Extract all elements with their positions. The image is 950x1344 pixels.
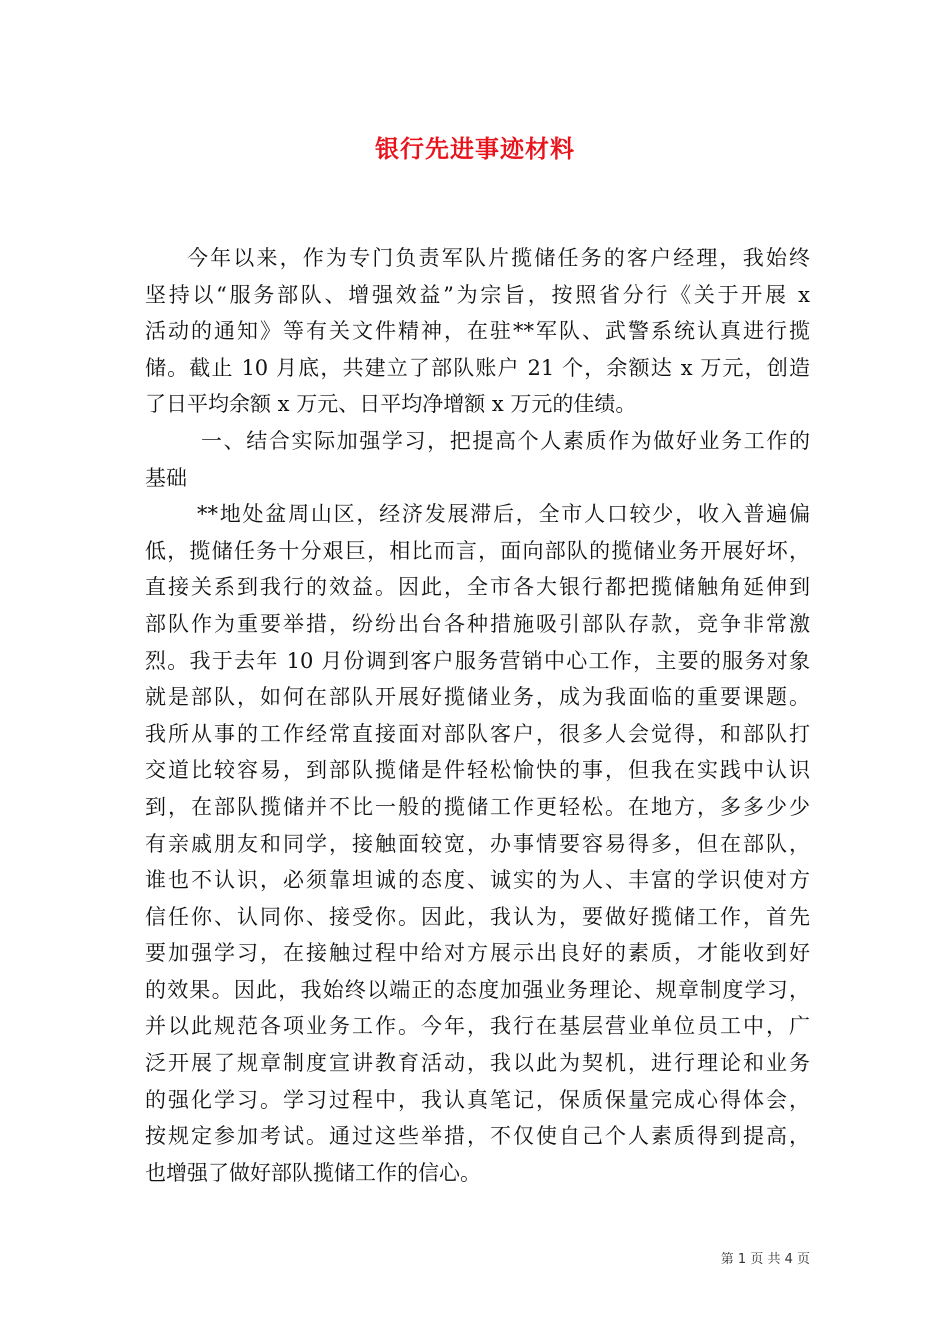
text-line: 信任你、认同你、接受你。因此，我认为，要做好揽储工作，首先 — [145, 904, 810, 929]
text-line: 烈。我于去年 10 月份调到客户服务营销中心工作，主要的服务对象 — [145, 648, 810, 673]
text-line: 储。截止 10 月底，共建立了部队账户 21 个，余额达 x 万元，创造 — [145, 355, 810, 380]
text-line: 坚持以“服务部队、增强效益”为宗旨，按照省分行《关于开展 x — [145, 282, 810, 307]
text-line: 活动的通知》等有关文件精神，在驻**军队、武警系统认真进行揽 — [145, 319, 810, 344]
text-line: 低，揽储任务十分艰巨，相比而言，面向部队的揽储业务开展好坏， — [145, 538, 810, 563]
text-line: 也增强了做好部队揽储工作的信心。 — [145, 1160, 481, 1185]
text-line: 就是部队，如何在部队开展好揽储业务，成为我面临的重要课题。 — [145, 685, 810, 710]
text-line: 今年以来，作为专门负责军队片揽储任务的客户经理，我始终 — [187, 246, 810, 270]
text-line: 部队作为重要举措，纷纷出台各种措施吸引部队存款，竞争非常激 — [145, 611, 810, 636]
paragraph-body — [145, 496, 810, 1191]
page-indicator: 第 1 页 共 4 页 — [720, 1252, 810, 1267]
text-line: 了日平均余额 x 万元、日平均净增额 x 万元的佳绩。 — [145, 392, 637, 417]
text-line: 谁也不认识，必须靠坦诚的态度、诚实的为人、丰富的学识使对方 — [145, 868, 810, 893]
text-line: 我所从事的工作经常直接面对部队客户，很多人会觉得，和部队打 — [145, 721, 810, 746]
section-heading — [145, 423, 810, 496]
text-line: 有亲戚朋友和同学，接触面较宽，办事情要容易得多，但在部队， — [145, 831, 810, 856]
document-body — [145, 240, 810, 1191]
text-line: 直接关系到我行的效益。因此，全市各大银行都把揽储触角延伸到 — [145, 575, 810, 600]
text-line: 的强化学习。学习过程中，我认真笔记，保质保量完成心得体会， — [145, 1087, 810, 1112]
text-line: 一、结合实际加强学习，把提高个人素质作为做好业务工作的 — [201, 428, 810, 453]
text-line: 交道比较容易，到部队揽储是件轻松愉快的事，但我在实践中认识 — [145, 758, 810, 783]
text-line: 要加强学习，在接触过程中给对方展示出良好的素质，才能收到好 — [145, 941, 810, 966]
text-line: 到，在部队揽储并不比一般的揽储工作更轻松。在地方，多多少少 — [145, 794, 810, 819]
text-line: 的效果。因此，我始终以端正的态度加强业务理论、规章制度学习， — [145, 977, 810, 1002]
paragraph-intro — [145, 240, 810, 423]
text-line: 并以此规范各项业务工作。今年，我行在基层营业单位员工中，广 — [145, 1014, 810, 1039]
text-line: 按规定参加考试。通过这些举措，不仅使自己个人素质得到提高， — [145, 1124, 810, 1149]
text-line: 泛开展了规章制度宣讲教育活动，我以此为契机，进行理论和业务 — [145, 1051, 810, 1076]
document-title: 银行先进事迹材料 — [375, 135, 575, 163]
text-line: 基础 — [145, 465, 187, 490]
text-line: **地处盆周山区，经济发展滞后，全市人口较少，收入普遍偏 — [197, 502, 810, 527]
